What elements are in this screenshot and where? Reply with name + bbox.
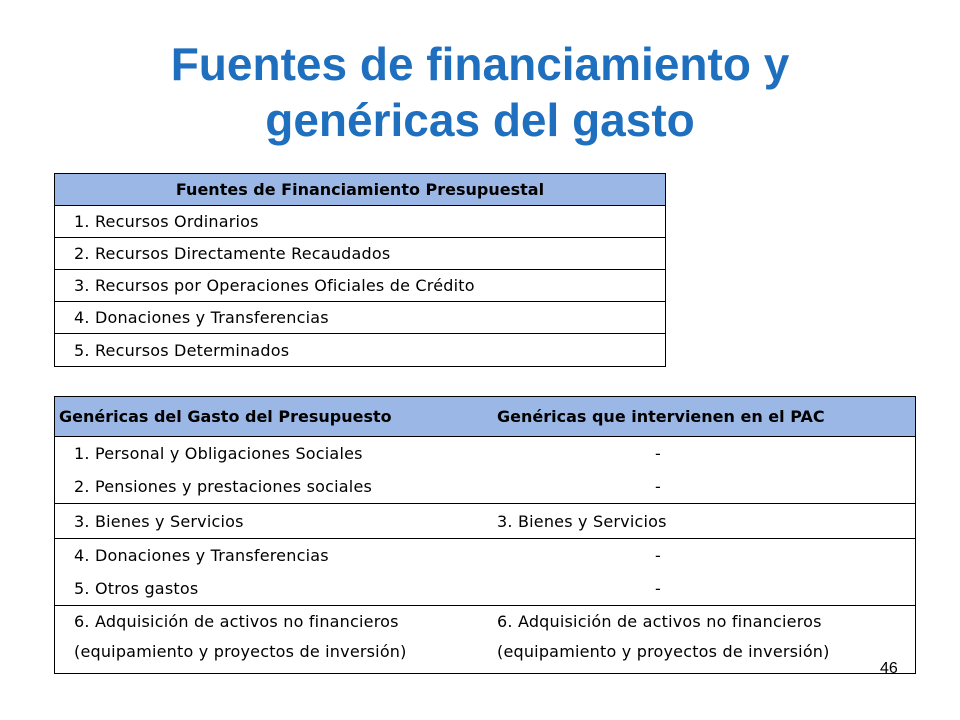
genericas-cell-col2: - xyxy=(655,579,661,598)
genericas-cell-col2: 6. Adquisición de activos no financieros xyxy=(497,611,822,631)
table-row xyxy=(55,470,915,503)
page-number: 46 xyxy=(880,660,898,677)
genericas-row-group xyxy=(55,437,915,504)
genericas-cell-col1: 6. Adquisición de activos no financieros xyxy=(74,611,399,631)
genericas-cell-col1: 3. Bienes y Servicios xyxy=(74,511,244,531)
table-row xyxy=(55,606,915,636)
genericas-header-col1: Genéricas del Gasto del Presupuesto xyxy=(59,407,392,426)
table-row xyxy=(55,539,915,572)
fuentes-table-row: 4. Donaciones y Transferencias xyxy=(55,302,665,334)
fuentes-financiamiento-table xyxy=(54,173,666,367)
fuentes-table-row: 3. Recursos por Operaciones Oficiales de Crédito xyxy=(55,270,665,302)
genericas-cell-col1: 2. Pensiones y prestaciones sociales xyxy=(74,477,373,496)
slide-title-line-1: Fuentes de financiamiento y xyxy=(170,38,790,90)
table-row xyxy=(55,636,915,666)
fuentes-table-row: 2. Recursos Directamente Recaudados xyxy=(55,238,665,270)
table-row xyxy=(55,437,915,470)
table-row xyxy=(55,504,915,538)
genericas-header-col2: Genéricas que intervienen en el PAC xyxy=(497,407,825,426)
genericas-cell-col1: (equipamiento y proyectos de inversión) xyxy=(74,641,407,661)
genericas-cell-col2: 3. Bienes y Servicios xyxy=(497,511,667,531)
slide-title xyxy=(0,36,960,148)
genericas-cell-col2: - xyxy=(655,477,661,496)
genericas-cell-col2: - xyxy=(655,546,661,565)
genericas-cell-col2: (equipamiento y proyectos de inversión) xyxy=(497,641,830,661)
genericas-cell-col1: 5. Otros gastos xyxy=(74,579,199,598)
genericas-table-header xyxy=(55,397,915,437)
genericas-row-group xyxy=(55,539,915,606)
fuentes-table-row: 1. Recursos Ordinarios xyxy=(55,206,665,238)
table-row xyxy=(55,572,915,605)
genericas-cell-col2: - xyxy=(655,444,661,463)
fuentes-table-row: 5. Recursos Determinados xyxy=(74,340,290,360)
genericas-cell-col1: 1. Personal y Obligaciones Sociales xyxy=(74,444,363,463)
genericas-row-group xyxy=(55,504,915,539)
genericas-cell-col1: 4. Donaciones y Transferencias xyxy=(74,546,329,565)
fuentes-table-header: Fuentes de Financiamiento Presupuestal xyxy=(55,174,665,206)
genericas-gasto-table xyxy=(54,396,916,674)
genericas-row-group xyxy=(55,606,915,666)
slide-title-line-2: genéricas del gasto xyxy=(265,94,695,146)
